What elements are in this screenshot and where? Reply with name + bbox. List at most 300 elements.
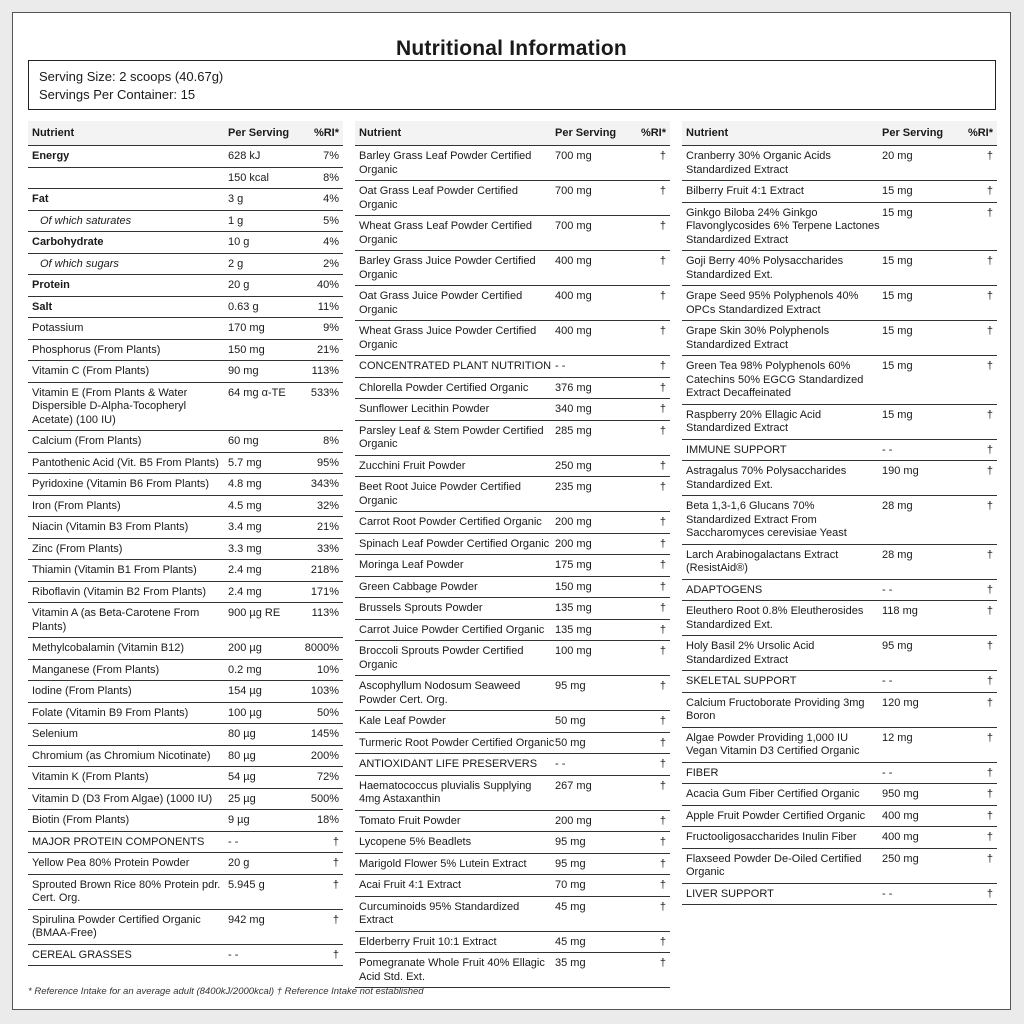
ri-value: † (659, 715, 666, 727)
nutrient-name: Acacia Gum Fiber Certified Organic (686, 788, 860, 800)
per-serving-value: 15 mg (882, 185, 913, 197)
ri-value: 145% (310, 728, 339, 740)
table-row (355, 399, 670, 421)
table-row (28, 275, 343, 297)
per-serving-value: - - (882, 887, 893, 900)
per-serving-value: 5.7 mg (228, 456, 262, 469)
ri-value: † (659, 935, 666, 948)
per-serving-value: 28 mg (882, 500, 913, 512)
page-title: Nutritional Information (396, 37, 627, 60)
per-serving-value: - - (882, 766, 893, 779)
table-row (355, 577, 670, 599)
ri-value: 50% (316, 706, 339, 719)
table-row (682, 203, 997, 252)
nutrient-name: Of which sugars (40, 257, 119, 270)
ri-value: † (986, 831, 993, 843)
nutrient-name: Broccoli Sprouts Powder Certified Organic (359, 645, 524, 671)
nutrient-name: Beet Root Juice Powder Certified Organic (359, 481, 522, 507)
per-serving-value: 15 mg (882, 206, 913, 219)
nutrient-name: Kale Leaf Powder (359, 715, 446, 727)
table-row (355, 598, 670, 620)
table-row (28, 767, 343, 789)
nutrient-name: Iron (From Plants) (32, 499, 121, 512)
nutrient-name: Energy (32, 150, 70, 162)
table-row (28, 383, 343, 432)
table-row (682, 321, 997, 356)
nutrient-name: Larch Arabinogalactans Extract (ResistAid®) (686, 548, 839, 574)
nutrient-name: Protein (32, 279, 70, 291)
per-serving-value: 90 mg (228, 365, 259, 377)
nutrient-name: Flaxseed Powder De-Oiled Certified Organic (686, 852, 862, 878)
per-serving-value: 170 mg (228, 322, 265, 334)
table-row (682, 827, 997, 849)
ri-value: † (659, 360, 666, 372)
per-serving-value: 20 mg (882, 150, 913, 162)
ri-value: † (986, 675, 993, 687)
ri-value: † (659, 290, 666, 302)
ri-value: † (659, 255, 666, 267)
nutrient-name: Holy Basil 2% Ursolic Acid Standardized Extract (686, 640, 815, 666)
per-serving-value: - - (228, 948, 239, 961)
nutrient-table-column-1 (28, 121, 343, 966)
table-row (355, 932, 670, 954)
per-serving-value: 700 mg (555, 150, 592, 162)
per-serving-value: 4.5 mg (228, 499, 262, 512)
per-serving-value: - - (882, 443, 893, 456)
ri-value: † (659, 814, 666, 827)
ri-value: † (659, 758, 666, 770)
ri-value: † (659, 516, 666, 528)
nutrient-name: Beta 1,3-1,6 Glucans 70% Standardized Extract From Saccharomyces cerevisiae Yeast (686, 500, 847, 539)
table-row (355, 832, 670, 854)
nutrient-name: Carrot Juice Powder Certified Organic (359, 623, 545, 636)
ri-value: 113% (311, 607, 339, 619)
per-serving-value: 250 mg (882, 852, 919, 865)
table-row (28, 703, 343, 725)
per-serving-value: 50 mg (555, 736, 586, 749)
per-serving-value: 95 mg (555, 680, 586, 692)
nutrient-name: Ginkgo Biloba 24% Ginkgo Flavonglycosides 6% Terpene Lactones Standardized Extract (686, 206, 880, 246)
table-row (355, 555, 670, 577)
nutrient-name: SKELETAL SUPPORT (686, 675, 797, 687)
per-serving-value: 190 mg (882, 465, 919, 477)
ri-value: 103% (310, 685, 339, 697)
per-serving-value: 60 mg (228, 435, 259, 447)
per-serving-value: 80 µg (228, 728, 256, 740)
nutrient-name: Elderberry Fruit 10:1 Extract (359, 935, 497, 948)
ri-value: 10% (316, 663, 339, 676)
table-row (682, 763, 997, 785)
ri-value: † (986, 255, 993, 267)
table-row (28, 254, 343, 276)
table-row (682, 461, 997, 496)
table-row (682, 784, 997, 806)
ri-value: † (659, 150, 666, 162)
table-row (28, 146, 343, 168)
per-serving-value: 150 mg (555, 580, 592, 593)
ri-value: † (986, 290, 993, 302)
ri-value: 18% (316, 814, 339, 826)
ri-value: 33% (316, 542, 339, 555)
per-serving-value: 175 mg (555, 559, 592, 571)
nutrient-name: Chlorella Powder Certified Organic (359, 381, 529, 394)
ri-value: 11% (317, 300, 339, 313)
nutrient-name: Zinc (From Plants) (32, 542, 123, 555)
ri-value: 200% (310, 749, 339, 762)
per-serving-value: 100 µg (228, 706, 262, 719)
ri-value: 40% (316, 279, 339, 291)
ri-value: † (659, 559, 666, 571)
nutrient-name: Grape Skin 30% Polyphenols Standardized Extract (686, 325, 830, 351)
table-row (682, 251, 997, 286)
table-row (28, 318, 343, 340)
per-serving-value: 15 mg (882, 255, 913, 267)
nutrient-name: Riboflavin (Vitamin B2 From Plants) (32, 585, 207, 598)
per-serving-value: 15 mg (882, 325, 913, 337)
ri-value: 9% (323, 322, 339, 334)
ri-value: 4% (323, 236, 339, 248)
table-row (355, 286, 670, 321)
nutrient-name: Bilberry Fruit 4:1 Extract (686, 185, 804, 197)
table-row (28, 361, 343, 383)
ri-value: 21% (316, 343, 339, 356)
table-row (28, 582, 343, 604)
per-serving-value: 45 mg (555, 900, 586, 913)
per-serving-value: 3 g (228, 193, 244, 205)
table-row (28, 810, 343, 832)
ri-value: † (659, 602, 666, 614)
table-body (28, 146, 343, 966)
ri-value: † (986, 325, 993, 337)
table-row (28, 189, 343, 211)
table-row (355, 378, 670, 400)
per-serving-value: 35 mg (555, 957, 586, 969)
table-row (355, 216, 670, 251)
table-row (28, 431, 343, 453)
table-row (28, 453, 343, 475)
per-serving-value: 700 mg (555, 220, 592, 232)
nutrient-name: Calcium Fructoborate Providing 3mg Boron (686, 696, 865, 722)
ri-value: † (986, 583, 993, 596)
ri-value: † (659, 481, 666, 493)
table-row (355, 146, 670, 181)
nutrient-name: Potassium (32, 322, 84, 334)
per-serving-value: 150 kcal (228, 171, 269, 184)
nutrient-name: Iodine (From Plants) (32, 685, 132, 697)
per-serving-value: 200 µg (228, 642, 262, 654)
nutrient-name: Vitamin D (D3 From Algae) (1000 IU) (32, 792, 213, 805)
table-row (355, 181, 670, 216)
nutrient-name: Grape Seed 95% Polyphenols 40% OPCs Standardized Extract (686, 290, 859, 316)
ri-value: 72% (316, 771, 339, 783)
per-serving-value: 20 g (228, 857, 250, 869)
ri-value: † (986, 465, 993, 477)
ri-value: † (659, 900, 666, 913)
table-row (28, 340, 343, 362)
header-ri: %RI* (967, 127, 993, 139)
table-row (682, 545, 997, 580)
table-row (28, 853, 343, 875)
ri-value: † (659, 957, 666, 969)
ri-value: † (986, 150, 993, 162)
ri-value: 171% (310, 585, 339, 598)
table-row (28, 539, 343, 561)
ri-value: † (659, 623, 666, 636)
table-row (28, 789, 343, 811)
table-row (355, 641, 670, 676)
table-row (682, 728, 997, 763)
per-serving-value: 400 mg (555, 290, 592, 302)
nutrient-name: Curcuminoids 95% Standardized Extract (359, 900, 520, 926)
table-row (28, 746, 343, 768)
table-row (682, 580, 997, 602)
per-serving-value: - - (228, 835, 239, 848)
table-header (355, 121, 670, 146)
nutrient-name: Astragalus 70% Polysaccharides Standardized Ext. (686, 465, 847, 491)
nutrient-name: Cranberry 30% Organic Acids Standardized Extract (686, 150, 831, 176)
ri-value: 2% (323, 257, 339, 270)
per-serving-value: 1 g (228, 214, 244, 227)
nutrient-name: Salt (32, 300, 53, 313)
ri-value: 21% (316, 521, 339, 533)
nutrient-name: Yellow Pea 80% Protein Powder (32, 857, 190, 869)
nutrient-name: Goji Berry 40% Polysaccharides Standardized Ext. (686, 255, 844, 281)
nutrient-name: Of which saturates (40, 214, 132, 227)
table-header (28, 121, 343, 146)
nutrient-name: Ascophyllum Nodosum Seaweed Powder Cert. Org. (359, 680, 521, 706)
per-serving-value: 700 mg (555, 185, 592, 197)
table-row (355, 875, 670, 897)
ri-value: † (659, 325, 666, 337)
per-serving-value: 20 g (228, 279, 250, 291)
table-row (355, 711, 670, 733)
table-row (682, 601, 997, 636)
per-serving-value: 10 g (228, 236, 250, 248)
ri-value: † (986, 605, 993, 617)
nutrient-name: Phosphorus (From Plants) (32, 343, 161, 356)
header-ri: %RI* (313, 127, 339, 139)
ri-value: † (332, 878, 339, 891)
ri-value: 8% (323, 171, 339, 184)
per-serving-value: 340 mg (555, 403, 592, 415)
nutrient-name: Selenium (32, 728, 78, 740)
nutrient-name: Marigold Flower 5% Lutein Extract (359, 857, 527, 870)
table-body (682, 146, 997, 905)
per-serving-value: 154 µg (228, 685, 262, 697)
nutrient-name: Tomato Fruit Powder (359, 814, 461, 827)
per-serving-value: 135 mg (555, 623, 592, 636)
per-serving-value: 15 mg (882, 408, 913, 421)
nutrient-name: Calcium (From Plants) (32, 435, 142, 447)
nutrient-name: Thiamin (Vitamin B1 From Plants) (32, 564, 197, 576)
table-row (28, 560, 343, 582)
ri-value: † (986, 766, 993, 779)
per-serving-value: 400 mg (882, 831, 919, 843)
ri-value: 343% (310, 478, 339, 490)
nutrient-name: Methylcobalamin (Vitamin B12) (32, 642, 185, 654)
ri-value: † (659, 403, 666, 415)
ri-value: † (659, 836, 666, 848)
ri-value: † (332, 948, 339, 961)
ri-value: † (986, 548, 993, 561)
ri-value: † (659, 537, 666, 550)
per-serving-value: 250 mg (555, 459, 592, 472)
ri-value: 8000% (304, 642, 339, 654)
per-serving-value: 95 mg (882, 640, 913, 652)
table-row (682, 440, 997, 462)
table-row (355, 897, 670, 932)
table-row (682, 671, 997, 693)
table-row (28, 660, 343, 682)
nutrient-name: Niacin (Vitamin B3 From Plants) (32, 521, 189, 533)
serving-info-box (28, 60, 996, 110)
header-per-serving: Per Serving (555, 127, 617, 139)
per-serving-value: - - (882, 675, 893, 687)
ri-value: † (659, 381, 666, 394)
nutrient-name: Sprouted Brown Rice 80% Protein pdr. Cert. Org. (32, 878, 221, 904)
nutrient-name: LIVER SUPPORT (686, 887, 774, 900)
per-serving-value: 942 mg (228, 913, 265, 926)
per-serving-value: 2 g (228, 257, 244, 270)
per-serving-value: 900 µg RE (228, 607, 281, 619)
per-serving-value: 95 mg (555, 836, 586, 848)
ri-value: 5% (323, 214, 339, 227)
per-serving-value: 0.63 g (228, 300, 259, 313)
nutrient-name: Vitamin E (From Plants & Water Dispersible D-Alpha-Tocopheryl Acetate) (100 IU) (32, 386, 188, 426)
header-nutrient: Nutrient (32, 127, 75, 139)
table-row (682, 636, 997, 671)
table-row (28, 910, 343, 945)
per-serving-value: 267 mg (555, 779, 592, 792)
table-row (28, 232, 343, 254)
ri-value: † (986, 640, 993, 652)
nutrient-name: Barley Grass Juice Powder Certified Organic (359, 255, 536, 281)
nutrient-name: CEREAL GRASSES (32, 948, 132, 961)
ri-value: † (659, 580, 666, 593)
per-serving-value: 70 mg (555, 879, 586, 891)
table-row (682, 286, 997, 321)
per-serving-value: 28 mg (882, 548, 913, 561)
table-row (355, 620, 670, 642)
ri-value: † (659, 459, 666, 472)
per-serving-value: 2.4 mg (228, 564, 262, 576)
ri-value: 7% (323, 150, 339, 162)
table-row (28, 168, 343, 190)
table-row (355, 811, 670, 833)
nutrient-name: Algae Powder Providing 1,000 IU Vegan Vitamin D3 Certified Organic (686, 731, 860, 757)
per-serving-value: 376 mg (555, 381, 592, 394)
per-serving-value: - - (882, 583, 893, 596)
table-row (682, 356, 997, 405)
header-ri: %RI* (640, 127, 666, 139)
nutrient-name: Fat (32, 193, 49, 205)
nutrient-name: Green Tea 98% Polyphenols 60% Catechins 50% EGCG Standardized Extract Decaffeinated (686, 360, 864, 399)
per-serving-value: 54 µg (228, 771, 256, 783)
nutrient-name: Vitamin A (as Beta-Carotene From Plants) (32, 607, 200, 633)
per-serving-value: 3.3 mg (228, 542, 262, 555)
per-serving-value: 285 mg (555, 424, 592, 437)
ri-value: † (659, 857, 666, 870)
per-serving-value: - - (555, 360, 566, 372)
nutrient-name: Oat Grass Leaf Powder Certified Organic (359, 185, 518, 211)
table-row (355, 421, 670, 456)
table-row (355, 534, 670, 556)
nutrient-name: Pantothenic Acid (Vit. B5 From Plants) (32, 456, 219, 469)
table-row (355, 251, 670, 286)
ri-value: † (986, 696, 993, 709)
ri-value: 8% (323, 435, 339, 447)
table-row (682, 405, 997, 440)
nutrient-name: Sunflower Lecithin Powder (359, 403, 490, 415)
ri-value: 500% (310, 792, 339, 805)
per-serving-value: 2.4 mg (228, 585, 262, 598)
servings-per-container: Servings Per Container: 15 (39, 87, 196, 102)
ri-value: † (659, 424, 666, 437)
table-row (355, 356, 670, 378)
ri-value: † (986, 408, 993, 421)
ri-value: 4% (323, 193, 339, 205)
nutrient-name: Parsley Leaf & Stem Powder Certified Organic (359, 424, 544, 450)
per-serving-value: 9 µg (228, 814, 250, 826)
ri-value: † (659, 680, 666, 692)
ri-value: † (986, 500, 993, 512)
nutrient-name: Spirulina Powder Certified Organic (BMAA-Free) (32, 913, 201, 939)
footnote: * Reference Intake for an average adult (8400kJ/2000kcal) † Reference Intake not established (28, 986, 424, 997)
ri-value: † (986, 206, 993, 219)
ri-value: 113% (311, 365, 339, 377)
nutrient-name: Pomegranate Whole Fruit 40% Ellagic Acid Std. Ext. (359, 957, 545, 983)
table-row (355, 733, 670, 755)
nutrient-name: Chromium (as Chromium Nicotinate) (32, 749, 211, 762)
nutrient-name: Fructooligosaccharides Inulin Fiber (686, 831, 857, 843)
per-serving-value: 400 mg (882, 809, 919, 822)
per-serving-value: 80 µg (228, 749, 256, 762)
nutrient-name: Carrot Root Powder Certified Organic (359, 516, 542, 528)
per-serving-value: 120 mg (882, 696, 919, 709)
nutrient-name: Wheat Grass Juice Powder Certified Organic (359, 325, 537, 351)
table-row (355, 776, 670, 811)
per-serving-value: 95 mg (555, 857, 586, 870)
per-serving-value: 235 mg (555, 481, 592, 493)
ri-value: † (659, 220, 666, 232)
header-per-serving: Per Serving (882, 127, 944, 139)
per-serving-value: 5.945 g (228, 878, 265, 891)
nutrient-name: Eleuthero Root 0.8% Eleutherosides Standardized Ext. (686, 605, 864, 631)
ri-value: 95% (316, 456, 339, 469)
nutrient-table-column-3 (682, 121, 997, 905)
nutrient-name: Haematococcus pluvialis Supplying 4mg Astaxanthin (359, 779, 532, 805)
per-serving-value: 12 mg (882, 731, 913, 744)
ri-value: † (659, 736, 666, 749)
per-serving-value: 135 mg (555, 602, 592, 614)
table-row (28, 875, 343, 910)
nutrient-table-column-2 (355, 121, 670, 988)
per-serving-value: 45 mg (555, 935, 586, 948)
per-serving-value: 50 mg (555, 715, 586, 727)
ri-value: † (332, 913, 339, 926)
nutrient-name: Wheat Grass Leaf Powder Certified Organic (359, 220, 533, 246)
per-serving-value: - - (555, 758, 566, 770)
ri-value: † (332, 857, 339, 869)
nutrient-name: Manganese (From Plants) (32, 663, 160, 676)
ri-value: † (986, 360, 993, 372)
nutrient-name: Spinach Leaf Powder Certified Organic (359, 537, 550, 550)
table-row (28, 297, 343, 319)
table-row (28, 945, 343, 967)
nutrient-name: Vitamin C (From Plants) (32, 365, 150, 377)
table-row (682, 806, 997, 828)
per-serving-value: 950 mg (882, 788, 919, 800)
